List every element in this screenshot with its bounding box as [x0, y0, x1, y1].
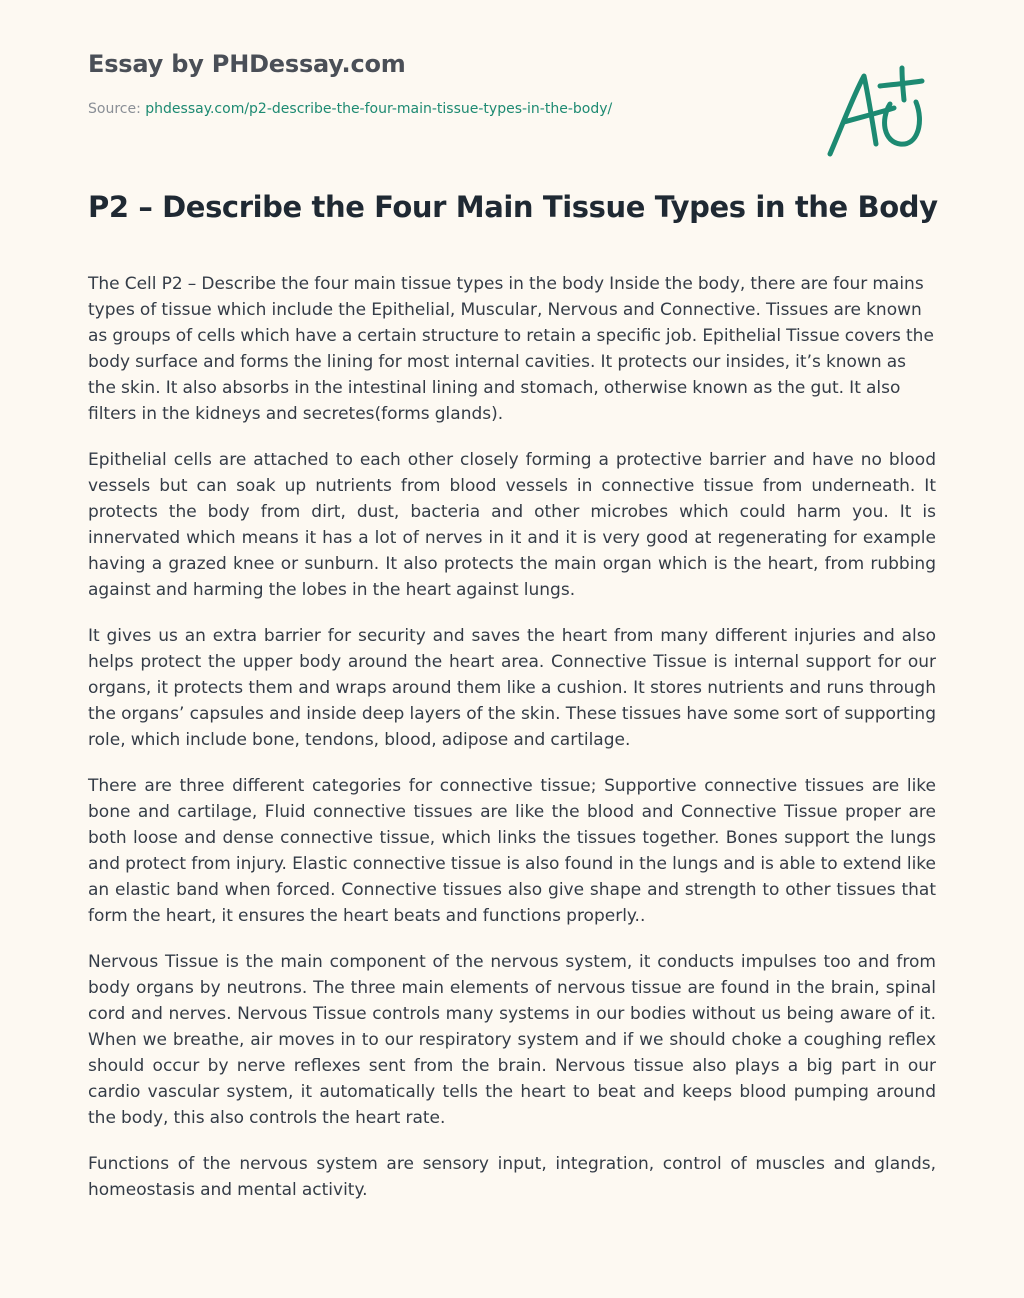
source-label: Source:	[88, 101, 141, 117]
essay-paragraph-6: Functions of the nervous system are sensory input, integration, control of muscles and glands, homeostasis and mental activity.	[88, 1154, 936, 1200]
essay-paragraph-1: The Cell P2 – Describe the four main tissue types in the body Inside the body, there are four mains types of tissue which include the Epithelial, Muscular, Nervous and Connective. Tissues are known as groups of cells which have a certain structure to retain a specific job. Epithelial Tissue covers the body surface and forms the lining for most internal cavities. It protects our insides, it’s known as the skin. It also absorbs in the intestinal lining and stomach, otherwise known as the gut. It also filters in the kidneys and secretes(forms glands).	[88, 274, 934, 424]
a-plus-logo	[822, 64, 932, 164]
essay-paragraph-2: Epithelial cells are attached to each other closely forming a protective barrier and have no blood vessels but can soak up nutrients from blood vessels in connective tissue from underneath. It protects the body from dirt, dust, bacteria and other microbes which could harm you. It is innervated which means it has a lot of nerves in it and it is very good at regenerating for example having a grazed knee or sunburn. It also protects the main organ which is the heart, from rubbing against and harming the lobes in the heart against lungs.	[88, 450, 936, 600]
essay-body	[88, 271, 936, 1223]
essay-paragraph-3: It gives us an extra barrier for security and saves the heart from many different injuries and also helps protect the upper body around the heart area. Connective Tissue is internal support for our organs, it protects them and wraps around them like a cushion. It stores nutrients and runs through the organs’ capsules and inside deep layers of the skin. These tissues have some sort of supporting role, which include bone, tendons, blood, adipose and cartilage.	[88, 626, 936, 750]
site-title: Essay by PHDessay.com	[88, 50, 406, 78]
source-line	[88, 101, 612, 117]
essay-paragraph-5: Nervous Tissue is the main component of the nervous system, it conducts impulses too and from body organs by neutrons. The three main elements of nervous tissue are found in the brain, spinal cord and nerves. Nervous Tissue controls many systems in our bodies without us being aware of it. When we breathe, air moves in to our respiratory system and if we should choke a coughing reflex should occur by nerve reflexes sent from the brain. Nervous tissue also plays a big part in our cardio vascular system, it automatically tells the heart to beat and keeps blood pumping around the body, this also controls the heart rate.	[88, 952, 936, 1128]
essay-paragraph-4: There are three different categories for connective tissue; Supportive connective tissues are like bone and cartilage, Fluid connective tissues are like the blood and Connective Tissue proper are both loose and dense connective tissue, which links the tissues together. Bones support the lungs and protect from injury. Elastic connective tissue is also found in the lungs and is able to extend like an elastic band when forced. Connective tissues also give shape and strength to other tissues that form the heart, it ensures the heart beats and functions properly..	[88, 776, 936, 926]
page-title: P2 – Describe the Four Main Tissue Types in the Body	[88, 190, 938, 224]
source-link[interactable]: phdessay.com/p2-describe-the-four-main-tissue-types-in-the-body/	[145, 101, 613, 117]
